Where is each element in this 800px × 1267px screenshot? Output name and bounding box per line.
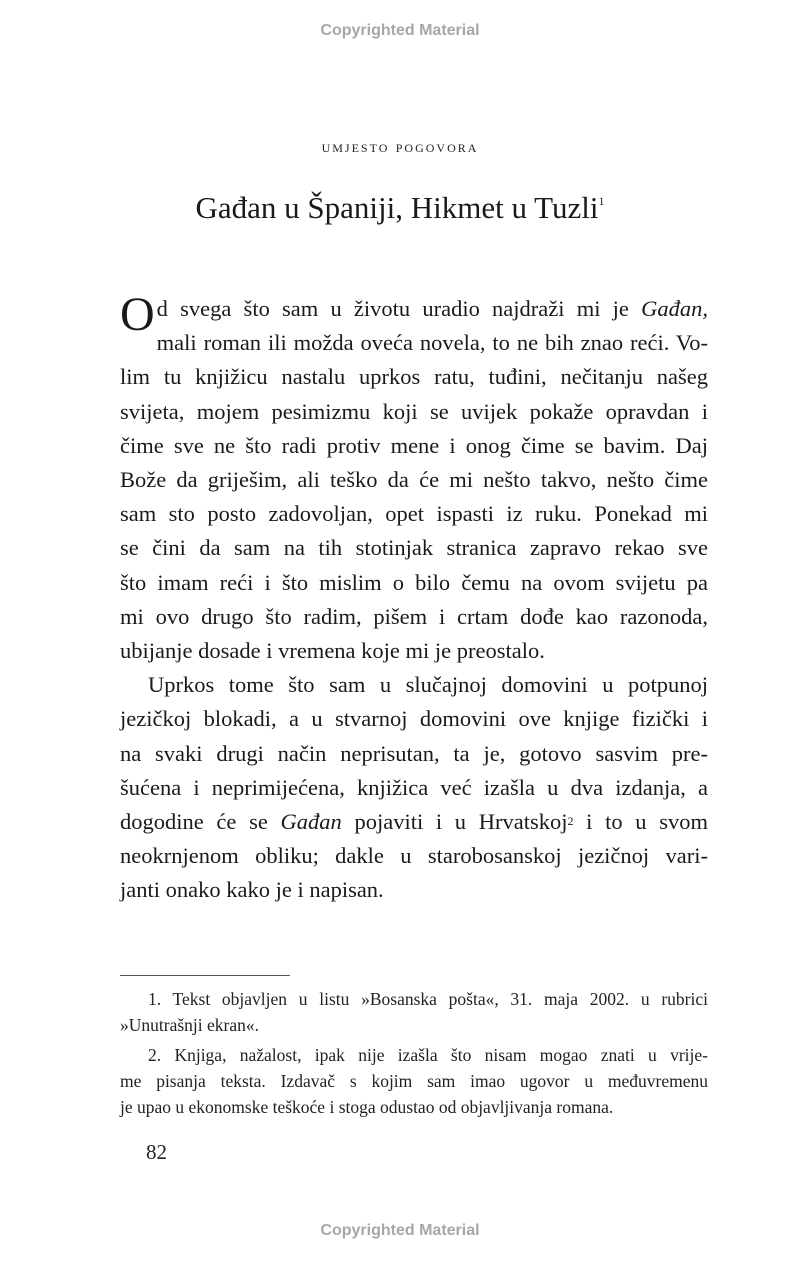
paragraph-1-line-11: ubijanje dosade i vremena koje mi je preostalo.: [120, 638, 545, 664]
paragraph-1-line-6: Bože da griješim, ali teško da će mi nešto takvo, nešto čime: [120, 467, 708, 493]
footnote-2: [120, 1042, 708, 1120]
paragraph-2-line-5: dogodine će se Gađan pojaviti i u Hrvatskoj$^2$ i to u svom: [120, 809, 708, 835]
paragraph-1-line-5: čime sve ne što radi protiv mene i onog čime se bavim. Daj: [120, 432, 708, 458]
paragraph-1-line-4: svijeta, mojem pesimizmu koji se uvijek pokaže opravdan i: [120, 398, 708, 424]
drop-cap: O: [120, 288, 155, 341]
paragraph-2: [120, 668, 708, 907]
footnotes: [120, 986, 708, 1124]
paragraph-1-line-2: mali roman ili možda oveća novela, to ne bih znao reći. Vo-: [156, 330, 708, 356]
paragraph-1: [120, 288, 708, 668]
section-label: umjesto pogovora: [321, 136, 479, 156]
paragraph-2-line-3: na svaki drugi način neprisutan, ta je, gotovo sasvim pre-: [120, 740, 708, 766]
footnote-1: [120, 986, 708, 1038]
footnote-ref-1: 1: [598, 194, 605, 208]
paragraph-1-line-10: mi ovo drugo što radim, pišem i crtam dođe kao razonoda,: [120, 603, 708, 629]
italic-title-gadan-2: Gađan: [280, 809, 342, 835]
footnote-ref-2: 2: [567, 814, 574, 829]
footnote-1-line-2: »Unutrašnji ekran«.: [120, 1015, 259, 1035]
footnote-1-line-1: 1. Tekst objavljen u listu »Bosanska pošta«, 31. maja 2002. u rubrici: [148, 989, 708, 1009]
footnote-2-line-2: me pisanja teksta. Izdavač s kojim sam imao ugovor u međuvremenu: [120, 1071, 708, 1091]
chapter-title-text: Gađan u Španiji, Hikmet u Tuzli: [195, 190, 599, 225]
paragraph-2-line-1: Uprkos tome što sam u slučajnoj domovini u potpunoj: [148, 672, 708, 698]
paragraph-2-line-2: jezičkoj blokadi, a u stvarnoj domovini ove knjige fizički i: [120, 706, 708, 732]
watermark-bottom: Copyrighted Material: [320, 1222, 480, 1239]
page-number: 82: [146, 1140, 167, 1164]
paragraph-1-line-3: lim tu knjižicu nastalu uprkos ratu, tuđini, nečitanju našeg: [120, 364, 708, 390]
body-text: [120, 288, 708, 908]
chapter-title: [0, 190, 800, 226]
paragraph-2-line-7: janti onako kako je i napisan.: [120, 877, 384, 903]
paragraph-1-line-8: se čini da sam na tih stotinjak stranica zapravo rekao sve: [120, 535, 708, 561]
paragraph-1-line-9: što imam reći i što mislim o bilo čemu na ovom svijetu pa: [120, 569, 708, 595]
watermark-top: Copyrighted Material: [320, 22, 480, 39]
paragraph-1-line-7: sam sto posto zadovoljan, opet ispasti iz ruku. Ponekad mi: [120, 501, 708, 527]
paragraph-2-line-6: neokrnjenom obliku; dakle u starobosanskoj jezičnoj vari-: [120, 843, 708, 869]
paragraph-1-line-1: d svega što sam u životu uradio najdraži mi je Gađan,: [156, 296, 708, 321]
italic-title-gadan: Gađan,: [641, 296, 708, 321]
footnote-divider: [120, 975, 290, 976]
footnote-2-line-3: je upao u ekonomske teškoće i stoga odustao od objavljivanja romana.: [120, 1097, 614, 1117]
footnote-2-line-1: 2. Knjiga, nažalost, ipak nije izašla što nisam mogao znati u vrije-: [148, 1045, 708, 1065]
paragraph-2-line-4: šućena i neprimijećena, knjižica već izašla u dva izdanja, a: [120, 774, 708, 800]
